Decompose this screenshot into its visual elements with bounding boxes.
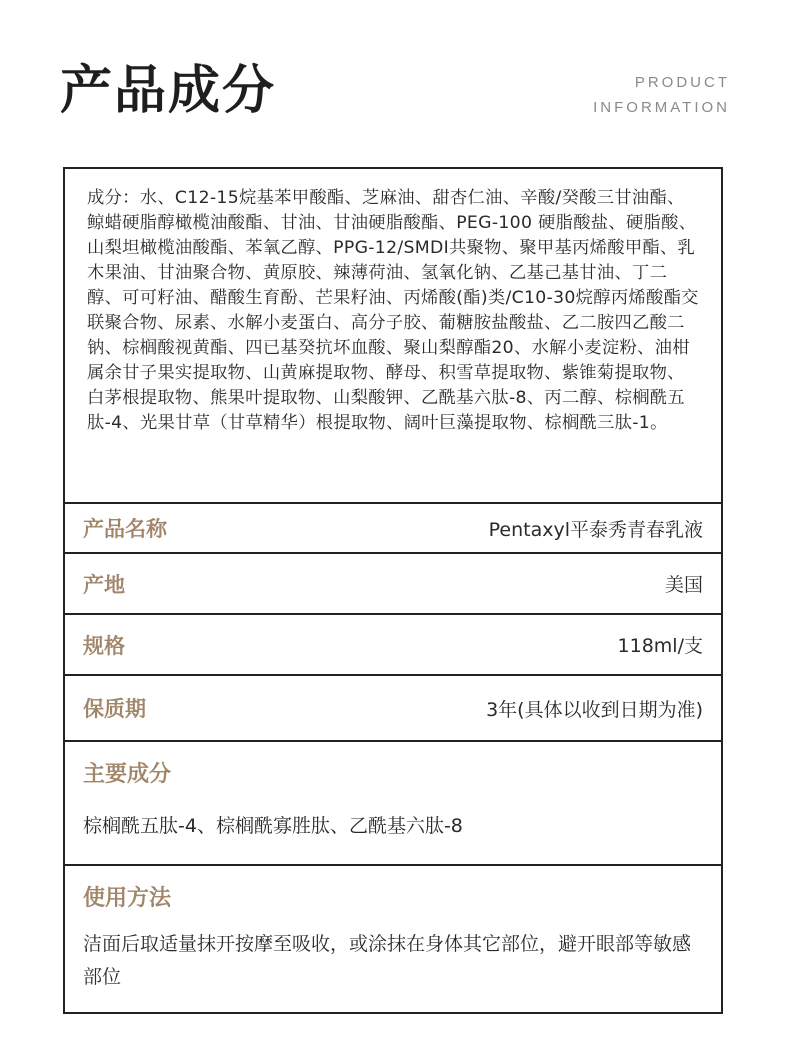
row-value: 118ml/支 [617, 635, 703, 657]
english-subtitle [593, 70, 730, 120]
usage-text: 洁面后取适量抹开按摩至吸收，或涂抹在身体其它部位，避开眼部等敏感部位 [83, 933, 692, 988]
main-ingredients-label: 主要成分 [83, 762, 172, 787]
row-value: 美国 [664, 574, 703, 596]
english-subtitle-line-1: PRODUCT [634, 74, 730, 91]
row-label: 产品名称 [83, 517, 167, 541]
row-label: 规格 [83, 633, 125, 658]
row-value: Pentaxyl平泰秀青春乳液 [488, 518, 703, 541]
english-subtitle-line-2: INFORMATION [593, 99, 730, 116]
row-label: 产地 [83, 572, 125, 597]
product-info-table [63, 167, 723, 1014]
row-product-name [65, 504, 721, 554]
main-ingredients-section [65, 742, 721, 866]
row-origin [65, 554, 721, 615]
ingredients-list: 成分：水、C12-15烷基苯甲酸酯、芝麻油、甜杏仁油、辛酸/癸酸三甘油酯、鲸蜡硬脂醇橄榄油酸酯、甘油、甘油硬脂酸酯、PEG-100 硬脂酸盐、硬脂酸、山梨坦橄榄油酸酯、苯氧乙醇、PPG-12/SMDI共聚物、聚甲基丙烯酸甲酯、乳木果油、甘油聚合物、黄原胶、辣薄荷油、氢氧化钠、乙基己基甘油、丁二醇、可可籽油、醋酸生育酚、芒果籽油、丙烯酸(酯)类/C10-30烷醇丙烯酸酯交联聚合物、尿素、水解小麦蛋白、高分子胶、葡糖胺盐酸盐、乙二胺四乙酸二钠、棕榈酸视黄酯、四已基癸抗坏血酸、聚山梨醇酯20、水解小麦淀粉、油柑属余甘子果实提取物、山黄麻提取物、酵母、积雪草提取物、紫锥菊提取物、白茅根提取物、熊果叶提取物、山梨酸钾、乙酰基六肽-8、丙二醇、棕榈酰五肽-4、光果甘草（甘草精华）根提取物、阔叶巨藻提取物、棕榈酰三肽-1。 [65, 169, 721, 504]
page-title: 产品成分 [60, 61, 277, 121]
main-ingredients-text: 棕榈酰五肽-4、棕榈酰寡胜肽、乙酰基六肽-8 [83, 815, 463, 837]
usage-label: 使用方法 [83, 886, 172, 911]
row-label: 保质期 [83, 697, 146, 721]
usage-section [65, 866, 721, 1012]
row-shelf-life [65, 676, 721, 742]
row-value: 3年(具体以收到日期为准) [486, 698, 703, 721]
row-size [65, 615, 721, 676]
